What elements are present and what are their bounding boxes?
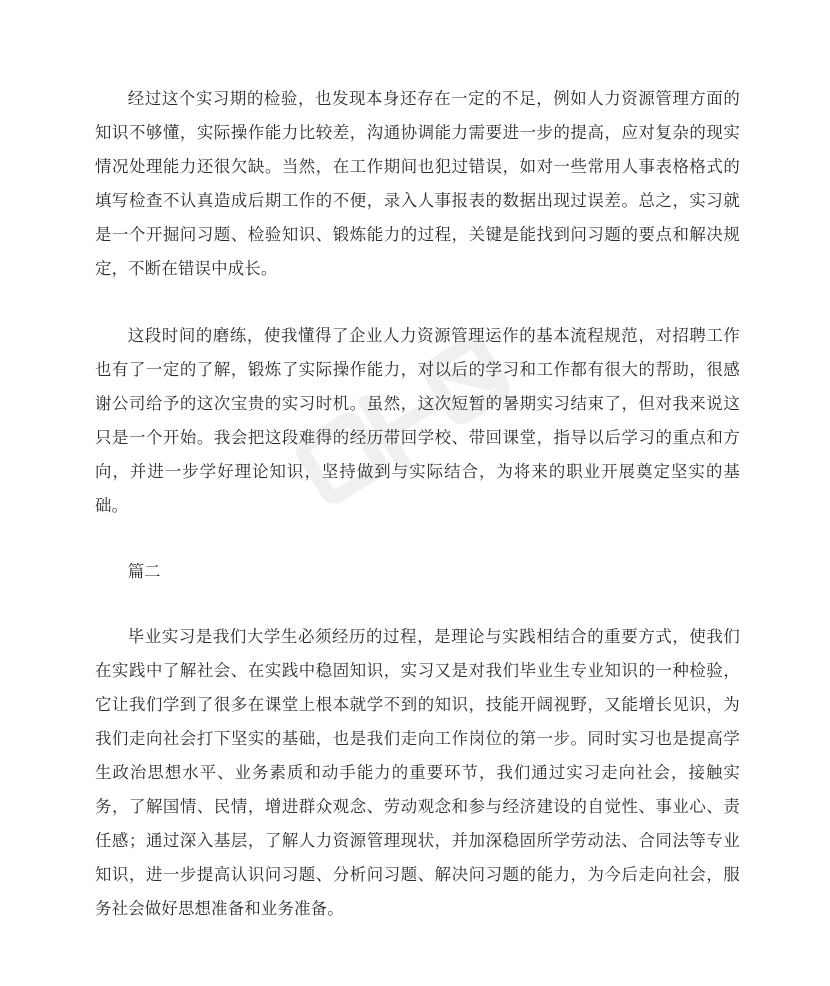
paragraph-1: 经过这个实习期的检验，也发现本身还存在一定的不足，例如人力资源管理方面的知识不够懂，实际操作能力比较差，沟通协调能力需要进一步的提高，应对复杂的现实情况处理能力还很欠缺。当然，在工作期间也犯过错误，如对一些常用人事表格格式的填写检查不认真造成后期工作的不便，录入人事报表的数据出现过误差。总之，实习就是一个开掘问习题、检验知识、锻炼能力的过程，关键是能找到问习题的要点和解决规定，不断在错误中成长。 (95, 89, 740, 278)
document-page (95, 82, 740, 926)
section-heading: 篇二 (127, 562, 161, 581)
paragraph-3: 毕业实习是我们大学生必须经历的过程，是理论与实践相结合的重要方式，使我们在实践中了解社会、在实践中稳固知识，实习又是对我们毕业生专业知识的一种检验，它让我们学到了很多在课堂上根本就学不到的知识，技能开阔视野，又能增长见识，为我们走向社会打下坚实的基础，也是我们走向工作岗位的第一步。同时实习也是提高学生政治思想水平、业务素质和动手能力的重要环节，我们通过实习走向社会，接触实务，了解国情、民情，增进群众观念、劳动观念和参与经济建设的自觉性、事业心、责任感；通过深入基层，了解人力资源管理现状，并加深稳固所学劳动法、合同法等专业知识，进一步提高认识问习题、分析问习题、解决问习题的能力，为今后走向社会，服务社会做好思想准备和业务准备。 (95, 627, 740, 918)
paragraph-2: 这段时间的磨练，使我懂得了企业人力资源管理运作的基本流程规范，对招聘工作也有了一定的了解，锻炼了实际操作能力，对以后的学习和工作都有很大的帮助，很感谢公司给予的这次宝贵的实习时机。虽然，这次短暂的暑期实习结束了，但对我来说这只是一个开始。我会把这段难得的经历带回学校、带回课堂，指导以后学习的重点和方向，并进一步学好理论知识，坚持做到与实际结合，为将来的职业开展奠定坚实的基础。 (95, 326, 740, 515)
